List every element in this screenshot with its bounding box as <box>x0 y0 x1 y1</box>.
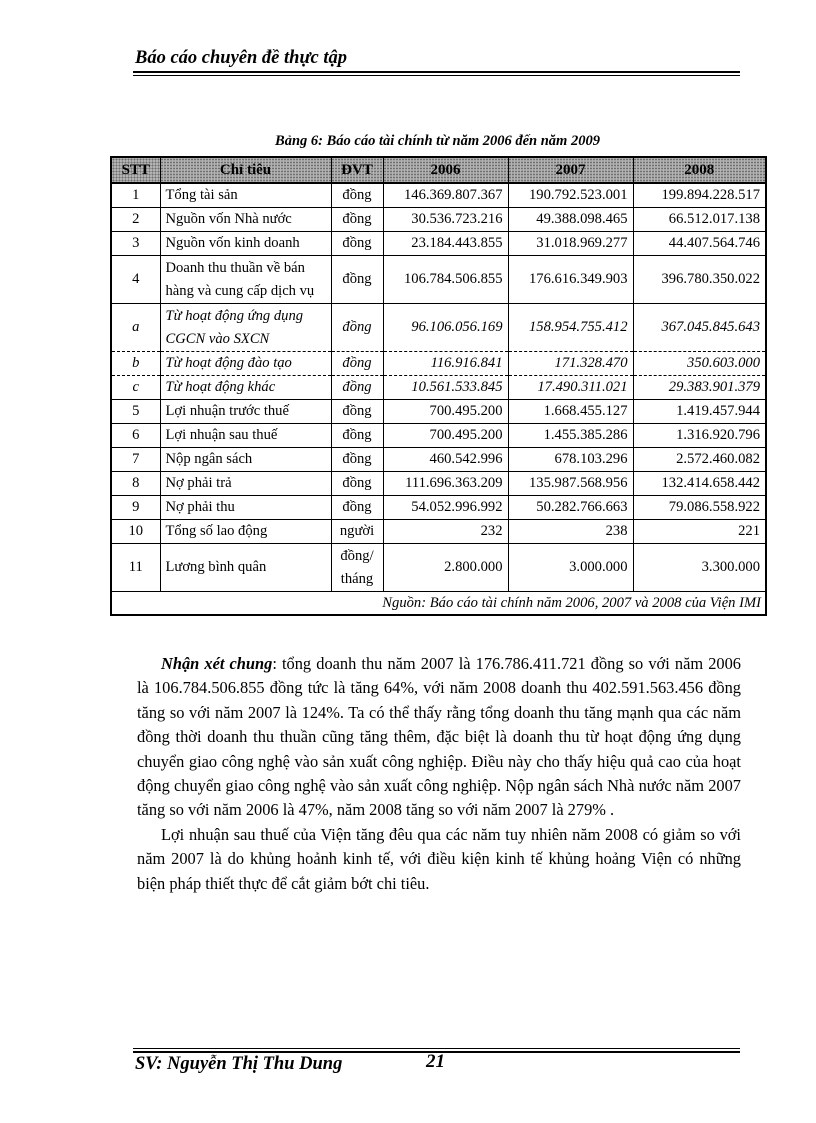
table-row <box>111 376 766 400</box>
row-unit: đồng <box>331 376 383 400</box>
paragraph-text: : tổng doanh thu năm 2007 là 176.786.411.721 đồng so với năm 2006 là 106.784.506.855 đồng tức là tăng 64%, với năm 2008 doanh thu 402.591.563.456 đồng tăng so với năm 2007 là 124%. Ta có thể thấy rằng tổng doanh thu tăng mạnh qua các năm đồng thời doanh thu thuần cũng tăng thêm, đặc biệt là doanh thu từ hoạt động ứng dụng chuyển giao công nghệ vào sản xuất công nghiệp. Điều này cho thấy hiệu quả cao của hoạt động chuyển giao công nghệ vào sản xuất công nghiệp. Nộp ngân sách Nhà nước năm 2007 tăng so với năm 2006 là 47%, năm 2008 tăng so với năm 2007 là 279% . <box>137 654 741 820</box>
row-unit: đồng <box>331 472 383 496</box>
column-header-2006: 2006 <box>383 157 508 183</box>
row-value-2007: 50.282.766.663 <box>508 496 633 520</box>
row-stt: 4 <box>111 256 160 304</box>
row-value-2006: 111.696.363.209 <box>383 472 508 496</box>
row-value-2007: 158.954.755.412 <box>508 304 633 352</box>
body-text <box>137 652 741 896</box>
row-unit: đồng/ tháng <box>331 544 383 592</box>
row-value-2006: 116.916.841 <box>383 352 508 376</box>
table-row <box>111 256 766 304</box>
row-value-2007: 678.103.296 <box>508 448 633 472</box>
row-stt: 7 <box>111 448 160 472</box>
row-value-2008: 367.045.845.643 <box>633 304 766 352</box>
row-value-2008: 199.894.228.517 <box>633 183 766 208</box>
row-value-2006: 10.561.533.845 <box>383 376 508 400</box>
row-value-2008: 221 <box>633 520 766 544</box>
row-unit: đồng <box>331 304 383 352</box>
column-header-unit: ĐVT <box>331 157 383 183</box>
row-value-2007: 238 <box>508 520 633 544</box>
row-stt: b <box>111 352 160 376</box>
row-value-2008: 79.086.558.922 <box>633 496 766 520</box>
row-indicator: Nộp ngân sách <box>160 448 331 472</box>
row-stt: 11 <box>111 544 160 592</box>
row-value-2007: 1.668.455.127 <box>508 400 633 424</box>
row-stt: 9 <box>111 496 160 520</box>
row-stt: 6 <box>111 424 160 448</box>
table-row <box>111 424 766 448</box>
row-indicator: Từ hoạt động đào tạo <box>160 352 331 376</box>
row-value-2008: 350.603.000 <box>633 352 766 376</box>
row-value-2007: 17.490.311.021 <box>508 376 633 400</box>
row-unit: đồng <box>331 232 383 256</box>
row-value-2008: 29.383.901.379 <box>633 376 766 400</box>
column-header-stt: STT <box>111 157 160 183</box>
row-indicator: Nguồn vốn kinh doanh <box>160 232 331 256</box>
row-indicator: Từ hoạt động ứng dụng CGCN vào SXCN <box>160 304 331 352</box>
page-number: 21 <box>426 1051 445 1072</box>
row-value-2007: 135.987.568.956 <box>508 472 633 496</box>
table-row <box>111 304 766 352</box>
column-header-indicator: Chỉ tiêu <box>160 157 331 183</box>
column-header-2007: 2007 <box>508 157 633 183</box>
row-value-2008: 44.407.564.746 <box>633 232 766 256</box>
header-title: Báo cáo chuyên đề thực tập <box>135 48 348 68</box>
row-value-2006: 460.542.996 <box>383 448 508 472</box>
table-row <box>111 448 766 472</box>
row-stt: 1 <box>111 183 160 208</box>
row-unit: đồng <box>331 183 383 208</box>
row-value-2007: 49.388.098.465 <box>508 208 633 232</box>
row-value-2008: 132.414.658.442 <box>633 472 766 496</box>
row-value-2006: 106.784.506.855 <box>383 256 508 304</box>
row-unit: đồng <box>331 256 383 304</box>
row-unit: đồng <box>331 400 383 424</box>
row-unit: đồng <box>331 208 383 232</box>
financial-report-table <box>110 156 767 616</box>
row-stt: 5 <box>111 400 160 424</box>
row-unit: đồng <box>331 496 383 520</box>
row-value-2008: 1.419.457.944 <box>633 400 766 424</box>
column-header-2008: 2008 <box>633 157 766 183</box>
table-row <box>111 232 766 256</box>
row-value-2008: 2.572.460.082 <box>633 448 766 472</box>
table-row <box>111 400 766 424</box>
row-value-2006: 96.106.056.169 <box>383 304 508 352</box>
table-header-row <box>111 157 766 183</box>
row-value-2006: 54.052.996.992 <box>383 496 508 520</box>
row-value-2006: 30.536.723.216 <box>383 208 508 232</box>
row-unit: người <box>331 520 383 544</box>
row-indicator: Lương bình quân <box>160 544 331 592</box>
row-value-2008: 1.316.920.796 <box>633 424 766 448</box>
table-row <box>111 208 766 232</box>
row-value-2006: 700.495.200 <box>383 424 508 448</box>
row-value-2008: 66.512.017.138 <box>633 208 766 232</box>
row-value-2006: 232 <box>383 520 508 544</box>
table-source-note: Nguồn: Báo cáo tài chính năm 2006, 2007 và 2008 của Viện IMI <box>111 592 766 616</box>
row-indicator: Nợ phải trả <box>160 472 331 496</box>
row-value-2007: 190.792.523.001 <box>508 183 633 208</box>
row-indicator: Từ hoạt động khác <box>160 376 331 400</box>
paragraph-general-remarks <box>137 652 741 823</box>
row-indicator: Tổng số lao động <box>160 520 331 544</box>
table-row <box>111 352 766 376</box>
row-value-2008: 396.780.350.022 <box>633 256 766 304</box>
row-indicator: Doanh thu thuần về bán hàng và cung cấp dịch vụ <box>160 256 331 304</box>
footer-author: SV: Nguyễn Thị Thu Dung <box>135 1054 343 1074</box>
table-row <box>111 472 766 496</box>
row-stt: a <box>111 304 160 352</box>
row-stt: 2 <box>111 208 160 232</box>
row-value-2006: 2.800.000 <box>383 544 508 592</box>
paragraph-profit: Lợi nhuận sau thuế của Viện tăng đêu qua các năm tuy nhiên năm 2008 có giảm so với năm 2007 là do khủng hoảnh kinh tế, với điều kiện kinh tế khủng hoảng Viện có những biện pháp thiết thực để cắt giảm bớt chi tiêu. <box>137 824 741 893</box>
row-unit: đồng <box>331 448 383 472</box>
row-stt: 8 <box>111 472 160 496</box>
table-row <box>111 520 766 544</box>
row-value-2007: 3.000.000 <box>508 544 633 592</box>
row-stt: c <box>111 376 160 400</box>
row-value-2006: 146.369.807.367 <box>383 183 508 208</box>
table-row <box>111 496 766 520</box>
row-value-2007: 171.328.470 <box>508 352 633 376</box>
row-indicator: Lợi nhuận trước thuế <box>160 400 331 424</box>
row-indicator: Nguồn vốn Nhà nước <box>160 208 331 232</box>
row-stt: 3 <box>111 232 160 256</box>
paragraph-lead: Nhận xét chung <box>161 654 273 673</box>
row-indicator: Tổng tài sản <box>160 183 331 208</box>
row-indicator: Lợi nhuận sau thuế <box>160 424 331 448</box>
row-value-2007: 31.018.969.277 <box>508 232 633 256</box>
table-source-row <box>111 592 766 616</box>
row-value-2006: 700.495.200 <box>383 400 508 424</box>
row-value-2007: 176.616.349.903 <box>508 256 633 304</box>
row-value-2007: 1.455.385.286 <box>508 424 633 448</box>
row-indicator: Nợ phải thu <box>160 496 331 520</box>
header-rule <box>133 71 740 76</box>
table-row <box>111 183 766 208</box>
table-row <box>111 544 766 592</box>
table-caption: Bảng 6: Báo cáo tài chính từ năm 2006 đến năm 2009 <box>275 133 600 149</box>
row-unit: đồng <box>331 352 383 376</box>
row-stt: 10 <box>111 520 160 544</box>
row-value-2006: 23.184.443.855 <box>383 232 508 256</box>
row-value-2008: 3.300.000 <box>633 544 766 592</box>
row-unit: đồng <box>331 424 383 448</box>
